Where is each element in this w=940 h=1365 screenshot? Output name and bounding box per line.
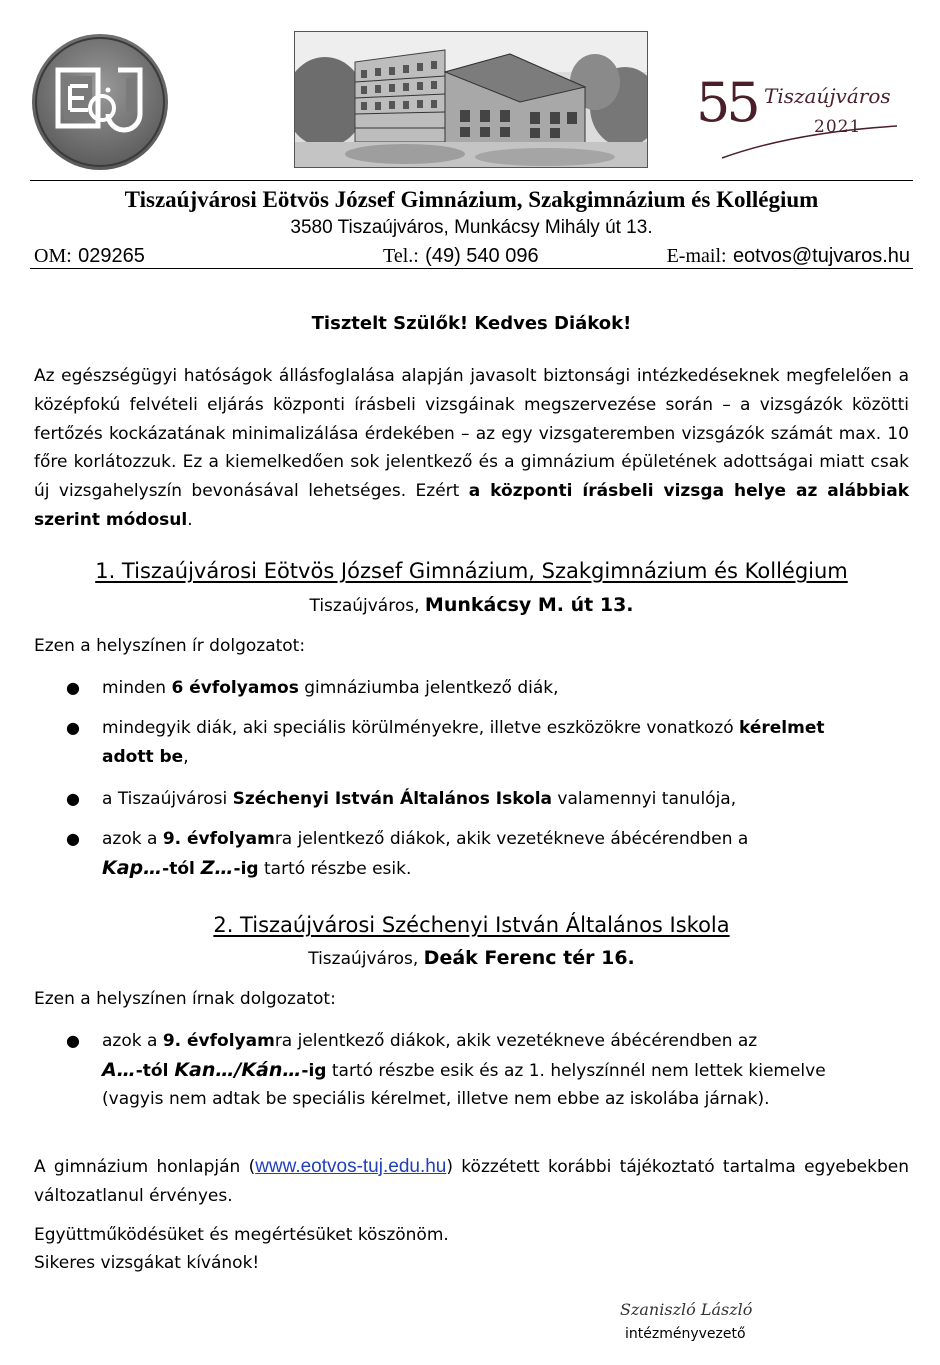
- location-1-title-text: 1. Tiszaújvárosi Eötvös József Gimnázium, Szakgimnázium és Kollégium: [95, 559, 848, 583]
- intro-paragraph: [34, 362, 909, 535]
- closing-lines: [34, 1221, 449, 1277]
- outro-paragraph: [34, 1153, 909, 1211]
- intro-bold: a központi írásbeli vizsga helye az alábbiak szerint módosul: [34, 481, 909, 530]
- school-building-photo: [294, 31, 648, 168]
- location-1-street: Munkácsy M. út 13.: [424, 594, 634, 616]
- anniversary-city: Tiszaújváros: [764, 84, 891, 108]
- location-2-address: [30, 945, 913, 972]
- location-1-address: [30, 592, 913, 619]
- intro-end: .: [187, 509, 193, 530]
- greeting: Tisztelt Szülők! Kedves Diákok!: [311, 313, 632, 334]
- location-1-title: [30, 557, 913, 585]
- anniversary-number: 55: [696, 71, 757, 134]
- outro-pre: A gimnázium honlapján (: [34, 1157, 256, 1177]
- signature-name: Szaniszló László: [620, 1300, 753, 1319]
- header-top-rule: [30, 180, 913, 181]
- email-value: eotvos@tujvaros.hu: [732, 245, 910, 267]
- om-value: 029265: [78, 245, 145, 267]
- location-1-city: Tiszaújváros,: [309, 596, 425, 616]
- outro-post: ) közzétett korábbi tájékoztató tartalma egyebekben változatlanul érvényes.: [34, 1157, 909, 1206]
- bullet-icon: ●: [66, 1031, 80, 1050]
- tel-label: Tel.:: [383, 245, 419, 267]
- location-2-lead: Ezen a helyszínen írnak dolgozatot:: [34, 989, 336, 1009]
- location-2-title: [30, 911, 913, 939]
- email: [667, 242, 910, 269]
- location-2-title-text: 2. Tiszaújvárosi Széchenyi István Általános Iskola: [213, 913, 730, 937]
- email-label: E-mail:: [666, 245, 727, 267]
- signature-title: intézményvezető: [625, 1326, 746, 1342]
- wishes-line: Sikeres vizsgákat kívánok!: [34, 1253, 260, 1273]
- bullet-icon: ●: [66, 789, 80, 808]
- bullet-icon: ●: [66, 718, 80, 737]
- intro-text: Az egészségügyi hatóságok állásfoglalása alapján javasolt biztonsági intézkedéseknek megfelelően a középfokú felvételi eljárás központi írásbeli vizsgáinak megszervezése során – a vizsgázók közötti fertőzés kockázatának minimalizálása érdekében – az egy vizsgateremben vizsgázók számát max. 10 főre korlátozzuk. Ez a kiemelkedően sok jelentkező és a gimnázium épületének adottságai miatt csak új vizsgahelyszín bevonásával lehetséges. Ezért: [34, 366, 909, 502]
- location-2-city: Tiszaújváros,: [308, 949, 424, 969]
- telephone: [383, 242, 539, 269]
- school-address: 3580 Tiszaújváros, Munkácsy Mihály út 13.: [290, 217, 653, 238]
- header-bottom-rule: [30, 268, 913, 269]
- bullet-icon: ●: [66, 678, 80, 697]
- om-number: [34, 242, 145, 269]
- location-2-street: Deák Ferenc tér 16.: [423, 947, 635, 969]
- thanks-line: Együttműködésüket és megértésüket köszönöm.: [34, 1225, 449, 1245]
- school-name: Tiszaújvárosi Eötvös József Gimnázium, Szakgimnázium és Kollégium: [124, 187, 819, 212]
- om-label: OM:: [34, 245, 72, 267]
- location-1-lead: Ezen a helyszínen ír dolgozatot:: [34, 636, 306, 656]
- website-link[interactable]: www.eotvos-tuj.edu.hu: [255, 1156, 447, 1177]
- tel-value: (49) 540 096: [425, 245, 539, 267]
- anniversary-logo: [692, 70, 907, 165]
- bullet-icon: ●: [66, 829, 80, 848]
- anniversary-year: 2021: [814, 117, 862, 137]
- school-logo: [30, 32, 170, 172]
